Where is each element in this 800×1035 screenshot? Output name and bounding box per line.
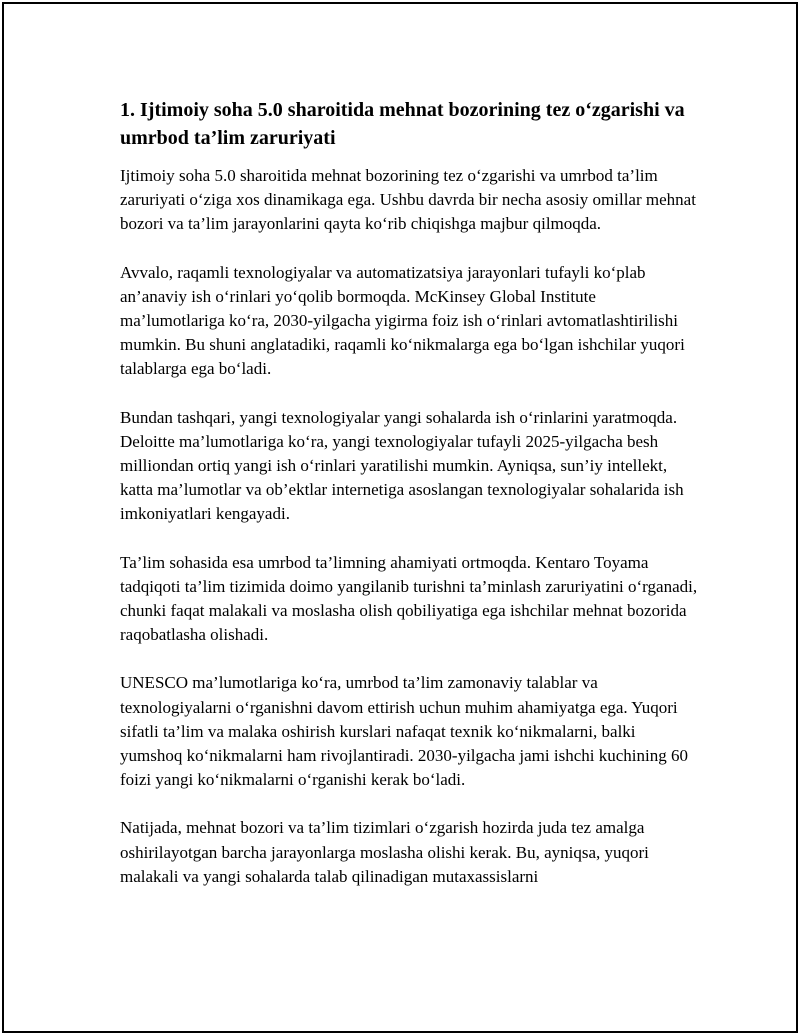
section-heading: 1. Ijtimoiy soha 5.0 sharoitida mehnat bozorining tez o‘zgarishi va umrbod ta’lim zaruriyati: [120, 99, 685, 149]
paragraph: Avvalo, raqamli texnologiyalar va automatizatsiya jarayonlari tufayli ko‘plab an’anaviy ish o‘rinlari yo‘qolib bormoqda. McKinsey Global Institute ma’lumotlariga ko‘ra, 2030-yilgacha yigirma foiz ish o‘rinlari avtomatlashtirilishi mumkin. Bu shuni anglatadiki, raqamli ko‘nikmalarga ega bo‘lgan ishchilar yuqori talablarga ega bo‘ladi.: [120, 262, 685, 379]
paragraph: Ta’lim sohasida esa umrbod ta’limning ahamiyati ortmoqda. Kentaro Toyama tadqiqoti ta’lim tizimida doimo yangilanib turishni ta’minlash zaruriyatini o‘rganadi, chunki faqat malakali va moslasha olish qobiliyatiga ega ishchilar mehnat bozorida raqobatlasha olishadi.: [120, 552, 698, 645]
document-body: [120, 96, 700, 913]
paragraph: UNESCO ma’lumotlariga ko‘ra, umrbod ta’lim zamonaviy talablar va texnologiyalarni o‘rganishni davom ettirish uchun muhim ahamiyatga ega. Yuqori sifatli ta’lim va malaka oshirish kurslari nafaqat texnik ko‘nikmalarni, balki yumshoq ko‘nikmalarni ham rivojlantiradi. 2030-yilgacha jami ishchi kuchining 60 foizi yangi ko‘nikmalarni o‘rganishi kerak bo‘ladi.: [120, 673, 688, 790]
paragraph: Ijtimoiy soha 5.0 sharoitida mehnat bozorining tez o‘zgarishi va umrbod ta’lim zaruriyati o‘ziga xos dinamikaga ega. Ushbu davrda bir necha asosiy omillar mehnat bozori va ta’lim jarayonlarini qayta ko‘rib chiqishga majbur qilmoqda.: [120, 166, 696, 234]
page-frame: [2, 2, 798, 1033]
paragraph: Bundan tashqari, yangi texnologiyalar yangi sohalarda ish o‘rinlarini yaratmoqda. Deloitte ma’lumotlariga ko‘ra, yangi texnologiyalar tufayli 2025-yilgacha besh milliondan ortiq yangi ish o‘rinlari yaratilishi mumkin. Ayniqsa, sun’iy intellekt, katta ma’lumotlar va ob’ektlar internetiga asoslangan texnologiyalar sohalarida ish imkoniyatlari kengayadi.: [120, 407, 684, 524]
paragraph: Natijada, mehnat bozori va ta’lim tizimlari o‘zgarish hozirda juda tez amalga oshirilayotgan barcha jarayonlarga moslasha olishi kerak. Bu, ayniqsa, yuqori malakali va yangi sohalarda talab qilinadigan mutaxassislarni: [120, 818, 649, 886]
